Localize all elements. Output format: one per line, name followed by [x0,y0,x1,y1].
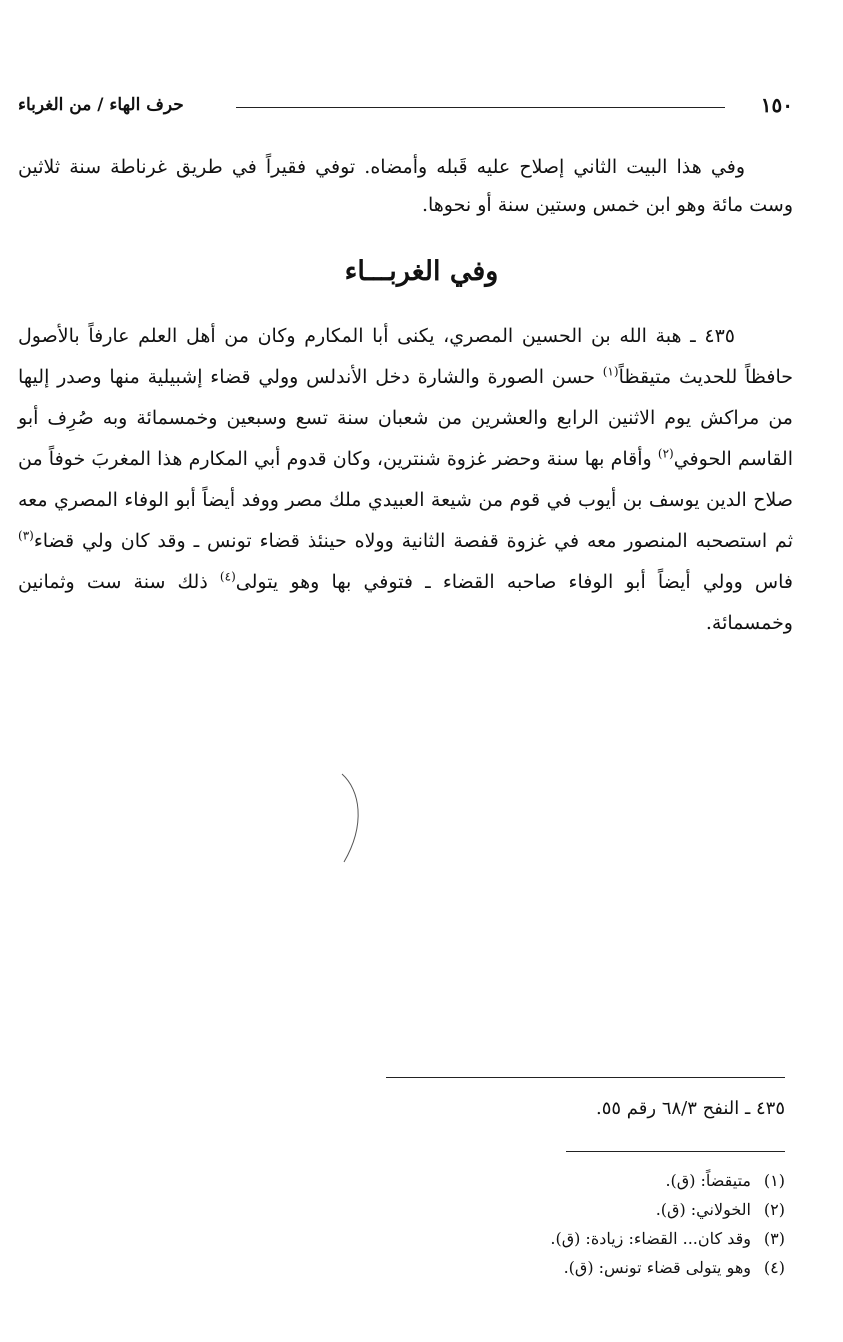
source-note: ٤٣٥ ـ النفح ٦٨/٣ رقم ٥٥. [596,1098,785,1119]
footnotes-list [60,1166,785,1282]
footnote-number: (٣) [763,1229,785,1248]
footnote-3 [60,1224,785,1253]
entry-paragraph [18,316,793,644]
pencil-mark [338,772,368,864]
intro-paragraph [18,148,793,224]
running-header [18,90,793,120]
footnote-number: (٤) [763,1258,785,1277]
footnote-4 [60,1253,785,1282]
footnote-text: وقد كان... القضاء: زيادة: (ق). [550,1229,751,1248]
footnote-ref-2: (٢) [657,446,674,461]
footnote-number: (٢) [763,1200,785,1219]
entry-text-part-3: وأقام بها سنة وحضر غزوة شنترين، وكان قدوم أبي المكارم هذا المغربَ خوفاً من صلاح الدين يوسف بن أيوب في قوم من شيعة العبيدي ملك مصر ووفد أيضاً أبو الوفاء المصري معه ثم استصحبه المنصور معه في غزوة قفصة الثانية وولاه حينئذ قضاء تونس ـ وقد كان ولي قضاء [18,448,793,552]
footnote-2 [60,1195,785,1224]
footnote-text: الخولاني: (ق). [655,1200,751,1219]
footnotes-divider [566,1151,785,1152]
entry-text-part-2: حسن الصورة والشارة دخل الأندلس وولي قضاء إشبيلية منها وصدر إليها من مراكش يوم الاثنين الرابع والعشرين من شعبان سنة تسع وسبعين وخمسمائة وبه صُرِف أبو القاسم الحوفي [18,366,793,470]
entry-435 [18,316,793,644]
footnote-ref-3: (٣) [18,528,34,543]
entry-text-part-5: ذلك سنة ست وثمانين وخمسمائة. [18,571,793,634]
section-heading: وفي الغربـــاء [344,256,499,287]
entry-text-part-4: فاس وولي أيضاً أبو الوفاء صاحبه القضاء ـ فتوفي بها وهو يتولى [235,571,793,593]
footnote-1 [60,1166,785,1195]
header-rule [236,107,725,108]
notes-divider [386,1077,785,1078]
running-title: حرف الهاء / من الغرباء [18,95,184,115]
footnote-text: متيقضاً: (ق). [665,1171,751,1190]
footnote-ref-4: (٤) [219,569,236,584]
footnote-text: وهو يتولى قضاء تونس: (ق). [563,1258,751,1277]
footnote-number: (١) [763,1171,785,1190]
footnote-ref-1: (١) [602,364,619,379]
entry-text-part-1: ٤٣٥ ـ هبة الله بن الحسين المصري، يكنى أبا المكارم وكان من أهل العلم عارفاً بالأصول حافظاً للحديث متيقظاً [18,325,794,388]
page-number: ١٥٠ [760,93,793,117]
intro-text: وفي هذا البيت الثاني إصلاح عليه قَبله وأمضاه. توفي فقيراً في طريق غرناطة سنة ثلاثين وست مائة وهو ابن خمس وستين سنة أو نحوها. [18,156,793,216]
